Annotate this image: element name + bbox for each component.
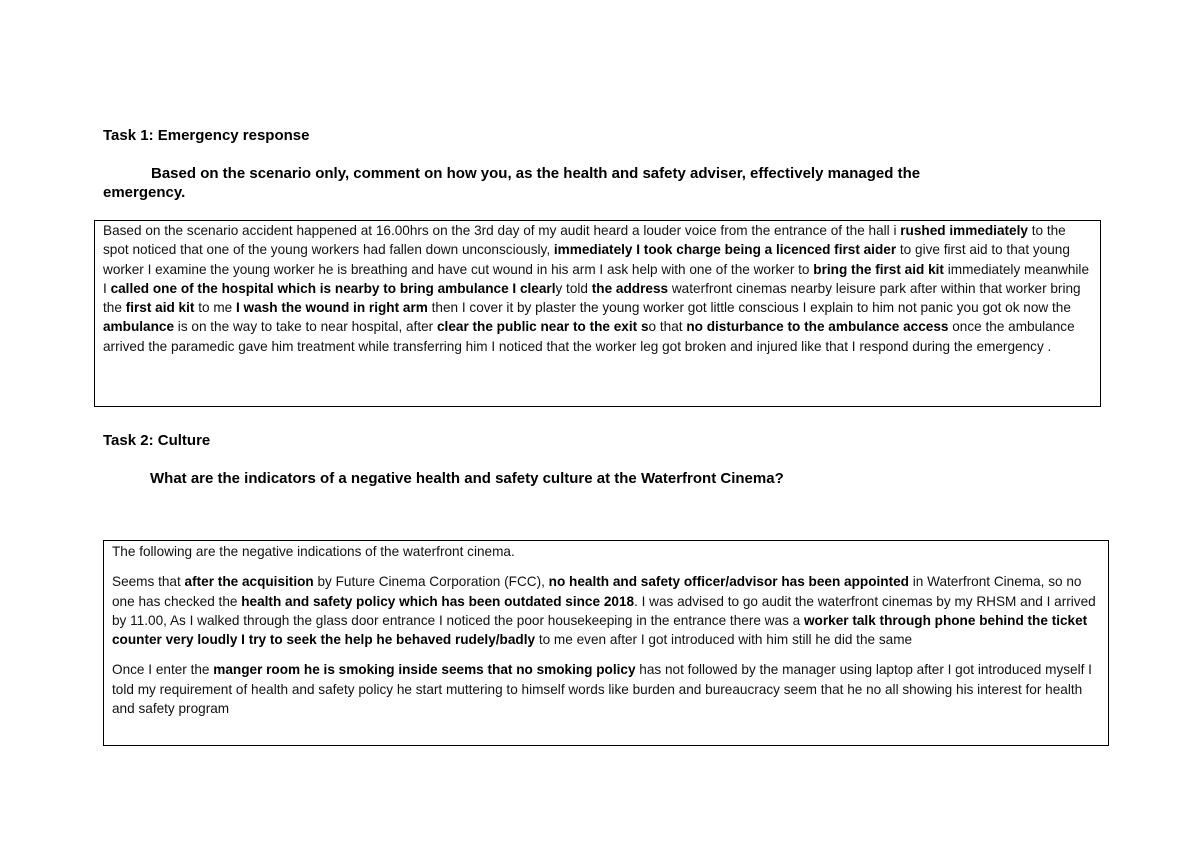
emphasized-text: first aid kit xyxy=(125,300,195,316)
body-text: y told xyxy=(555,280,592,296)
emphasized-text: the address xyxy=(591,280,669,296)
task1-question-line2: emergency. xyxy=(103,184,186,201)
emphasized-text: clear the public near to the exit s xyxy=(436,319,649,335)
body-text: to me even after I got introduced with him still he did the same xyxy=(535,632,913,648)
body-text: in Waterfront Cinema, so no one has checked the xyxy=(112,574,1082,609)
body-text: . I was advised to go audit the waterfront cinemas by my RHSM and I arrived by 11.00, As I walked through the glass door entrance I noticed the poor housekeeping in the entrance there was a xyxy=(112,593,1096,628)
emphasized-text: worker talk through phone behind the ticket counter very loudly I try to seek the help he behaved rudely/badly xyxy=(112,612,1088,648)
body-text: by Future Cinema Corporation (FCC), xyxy=(313,574,549,590)
task1-title: Task 1: Emergency response xyxy=(103,127,310,144)
emphasized-text: after the acquisition xyxy=(184,574,314,590)
emphasized-text: manger room he is smoking inside seems that no smoking policy xyxy=(213,662,636,678)
body-text: then I cover it by plaster the young worker got little conscious I explain to him not panic you got ok now the xyxy=(427,300,1071,316)
body-text: immediately meanwhile I xyxy=(103,261,1090,296)
task2-answer-intro xyxy=(112,542,1100,561)
emphasized-text: called one of the hospital which is nearby to bring ambulance I clearl xyxy=(110,280,556,296)
body-text: has not followed by the manager using laptop after I got introduced myself I told my requirement of health and safety policy he start muttering to himself words like burden and bureaucracy seem that he no all showing his interest for health and safety program xyxy=(112,662,1092,717)
body-text: to give first aid to that young worker I examine the young worker he is breathing and have cut wound in his arm I ask help with one of the worker to xyxy=(103,242,1070,277)
task1-question xyxy=(103,164,1063,202)
body-text: to the spot noticed that one of the young workers had fallen down unconsciously, xyxy=(103,223,1066,258)
emphasized-text: I wash the wound in right arm xyxy=(236,300,428,316)
body-text: Seems that xyxy=(112,574,185,590)
emphasized-text: health and safety policy which has been outdated since 2018 xyxy=(241,593,635,609)
body-text: o that xyxy=(648,319,687,335)
body-text: to me xyxy=(194,300,236,316)
task2-question: What are the indicators of a negative health and safety culture at the Waterfront Cinema? xyxy=(150,470,784,487)
emphasized-text: no disturbance to the ambulance access xyxy=(686,319,949,335)
body-text: is on the way to take to near hospital, after xyxy=(174,319,437,335)
body-text: The following are the negative indications of the waterfront cinema. xyxy=(112,544,515,559)
task1-answer-box xyxy=(94,220,1101,407)
task2-answer-paragraph-manager xyxy=(112,660,1100,718)
body-text: waterfront cinemas nearby leisure park after within that worker bring the xyxy=(103,280,1081,316)
task1-question-line1: Based on the scenario only, comment on how you, as the health and safety adviser, effectively managed the xyxy=(151,165,921,182)
emphasized-text: ambulance xyxy=(103,319,175,335)
emphasized-text: bring the first aid kit xyxy=(813,261,944,277)
emphasized-text: immediately I took charge being a licenced first aider xyxy=(553,242,897,258)
task2-answer-paragraph-acquisition xyxy=(112,572,1100,649)
emphasized-text: no health and safety officer/advisor has been appointed xyxy=(548,574,909,590)
task1-answer-text xyxy=(103,221,1092,356)
body-text: Once I enter the xyxy=(112,662,214,678)
task2-answer-box xyxy=(103,540,1109,746)
body-text: once the ambulance arrived the paramedic gave him treatment while transferring him I noticed that the worker leg got broken and injured like that I respond during the emergency . xyxy=(103,319,1075,354)
emphasized-text: rushed immediately xyxy=(900,223,1028,238)
task2-title: Task 2: Culture xyxy=(103,432,211,449)
body-text: Based on the scenario accident happened at 16.00hrs on the 3rd day of my audit heard a louder voice from the entrance of the hall i xyxy=(103,223,901,238)
